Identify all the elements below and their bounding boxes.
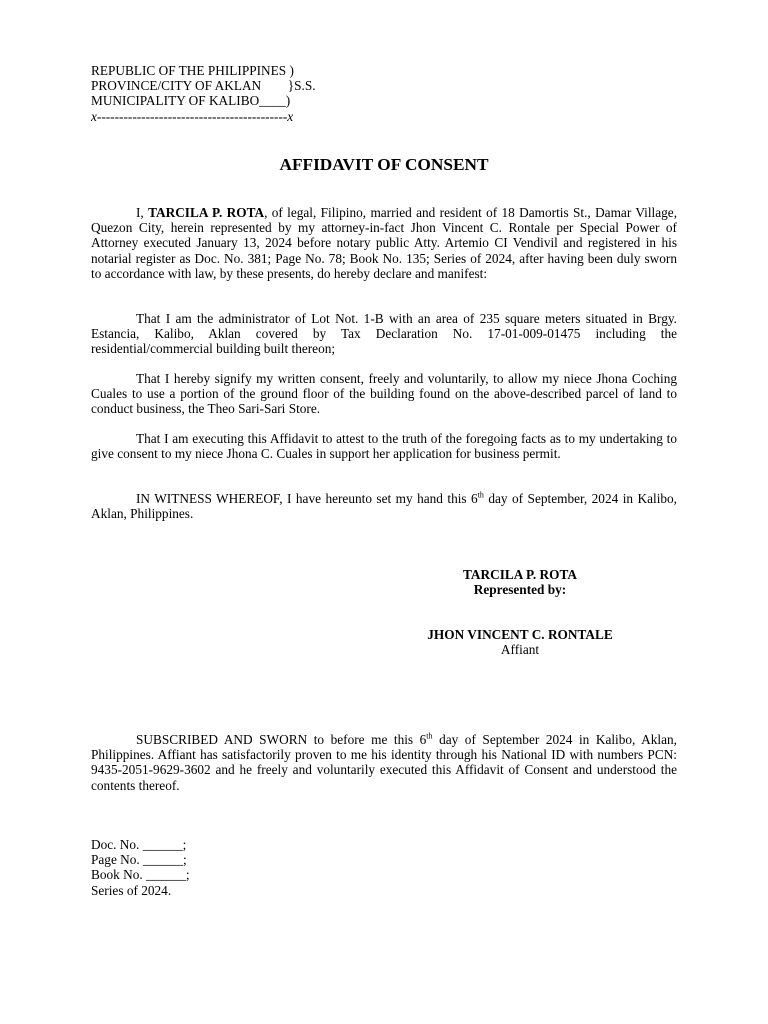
affiant-name: TARCILA P. ROTA [148,205,265,220]
document-title: AFFIDAVIT OF CONSENT [279,155,489,174]
jurat-paragraph [91,732,677,793]
notarial-register-block [91,837,391,898]
represented-by-label: Represented by: [473,582,567,597]
venue-municipality: MUNICIPALITY OF KALIBO____) [91,93,291,109]
paragraph-witness [91,491,677,521]
venue-province: PROVINCE/CITY OF AKLAN }S.S. [91,78,316,94]
agent-name: JHON VINCENT C. RONTALE [427,627,613,642]
paragraph-purpose [91,431,677,461]
jurat-text-start: SUBSCRIBED AND SWORN to before me this 6 [136,732,427,747]
venue-separator: x-------------------------------------------x [91,108,294,124]
paragraph-administrator-text: That I am the administrator of Lot Not. 1-B with an area of 235 square meters situated in Brgy. Estancia, Kalibo, Aklan covered by Tax Declaration No. 17-01-009-01475 including the residential/commercial building built thereon; [91,311,677,357]
jurat-text-end: day of September 2024 in Kalibo, Aklan, Philippines. Affiant has satisfactorily proven to me his identity through his National ID with numbers PCN: 9435-2051-9629-3602 and he freely and voluntarily executed this Affidavit of Consent and understood the contents thereof. [91,732,677,793]
witness-text-end: day of September, 2024 in Kalibo, Aklan, Philippines. [91,491,678,522]
book-number: Book No. ______; [91,867,190,883]
jurat-ordinal: th [426,731,433,741]
page-number: Page No. ______; [91,852,187,868]
witness-text-start: IN WITNESS WHEREOF, I have hereunto set my hand this 6 [136,491,478,506]
affiant-label: Affiant [500,642,540,657]
intro-paragraph [91,205,677,281]
venue-block [91,63,391,124]
doc-number: Doc. No. ______; [91,837,187,852]
intro-prefix: I, [136,205,149,220]
venue-republic: REPUBLIC OF THE PHILIPPINES ) [91,63,294,78]
paragraph-consent-text: That I hereby signify my written consent, freely and voluntarily, to allow my niece Jhona Coching Cuales to use a portion of the ground floor of the building found on the above-described parcel of land to conduct business, the Theo Sari-Sari Store. [91,371,677,417]
paragraph-consent [91,371,677,417]
principal-name: TARCILA P. ROTA [463,567,577,582]
series-year: Series of 2024. [91,882,172,898]
intro-text: , of legal, Filipino, married and resident of 18 Damortis St., Damar Village, Quezon City, herein represented by my attorney-in-fact Jhon Vincent C. Rontale per Special Power of Attorney executed January 13, 2024 before notary public Atty. Artemio CI Vendivil and registered in his notarial register as Doc. No. 381; Page No. 78; Book No. 135; Series of 2024, after having been duly sworn to accordance with law, by these presents, do hereby declare and manifest: [91,205,678,281]
witness-ordinal: th [477,490,484,500]
paragraph-administrator [91,311,677,357]
paragraph-purpose-text: That I am executing this Affidavit to attest to the truth of the foregoing facts as to my undertaking to give consent to my niece Jhona C. Cuales in support her application for business permit. [91,431,677,462]
